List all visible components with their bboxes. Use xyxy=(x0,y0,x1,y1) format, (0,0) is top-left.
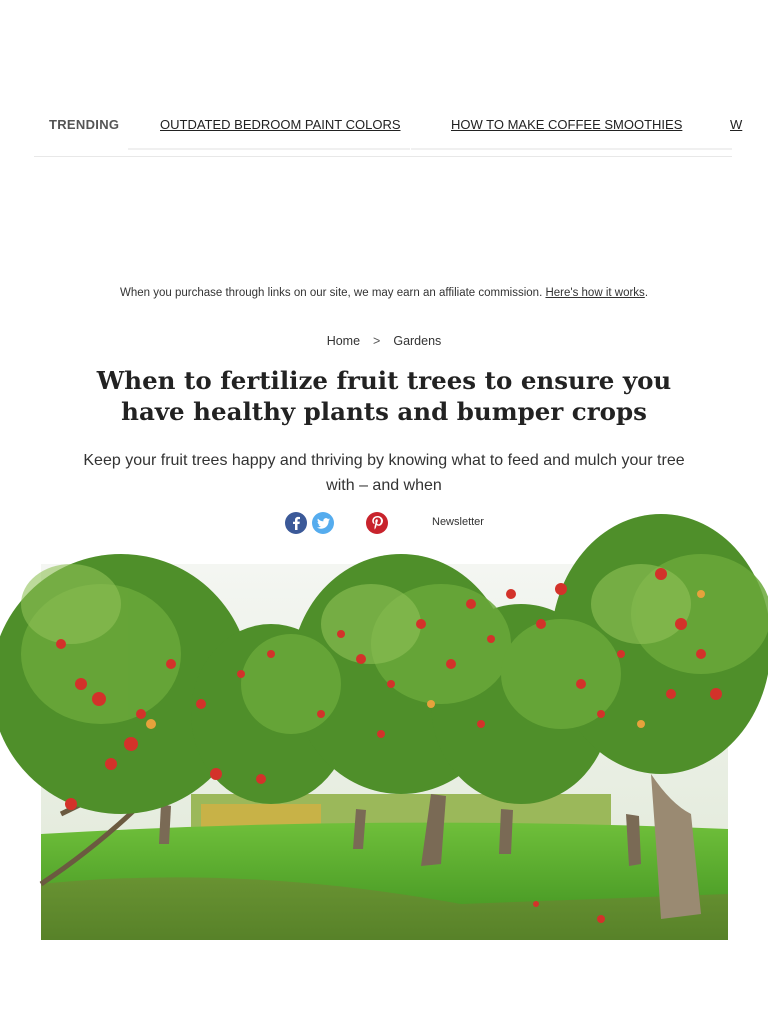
trending-link-bedroom-paint[interactable]: OUTDATED BEDROOM PAINT COLORS xyxy=(160,117,401,132)
affiliate-period: . xyxy=(644,287,649,299)
breadcrumb-gardens[interactable]: Gardens xyxy=(393,334,442,348)
trending-link-truncated[interactable]: W xyxy=(730,117,743,132)
trending-link-coffee-smoothies[interactable]: HOW TO MAKE COFFEE SMOOTHIES xyxy=(451,117,683,132)
trending-divider xyxy=(128,148,410,150)
newsletter-link[interactable]: Newsletter xyxy=(432,516,484,528)
affiliate-how-it-works-link[interactable]: Here's how it works xyxy=(545,287,645,299)
hero-image xyxy=(41,564,728,940)
facebook-icon[interactable] xyxy=(285,512,307,534)
breadcrumb-home[interactable]: Home xyxy=(326,334,361,348)
trending-divider xyxy=(411,148,732,150)
twitter-icon[interactable] xyxy=(312,512,334,534)
article-title: When to fertilize fruit trees to ensure you have healthy plants and bumper crops xyxy=(96,366,672,426)
affiliate-disclaimer xyxy=(0,287,768,299)
breadcrumb xyxy=(0,334,768,348)
pinterest-icon[interactable] xyxy=(366,512,388,534)
trending-bar xyxy=(34,104,743,157)
affiliate-text: When you purchase through links on our site, we may earn an affiliate commission. xyxy=(119,287,546,299)
article-subtitle: Keep your fruit trees happy and thriving by knowing what to feed and mulch your tree with – and when xyxy=(83,452,685,494)
breadcrumb-separator: > xyxy=(373,334,381,348)
trending-label: TRENDING xyxy=(49,117,120,132)
